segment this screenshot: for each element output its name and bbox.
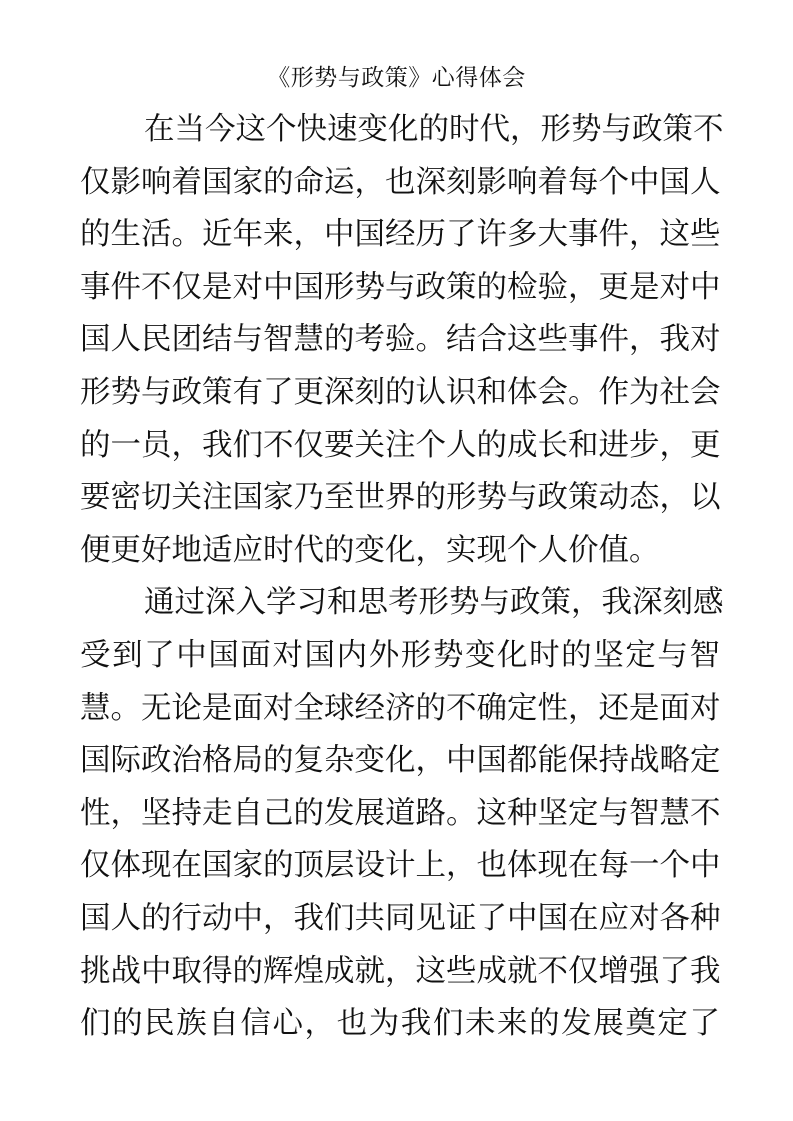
document-body [80, 104, 724, 1051]
paragraph-2-line-8: 挑战中取得的辉煌成就，这些成就不仅增强了我 [80, 953, 721, 989]
paragraph-1-line-8: 要密切关注国家乃至世界的形势与政策动态，以 [80, 480, 721, 516]
document-title: 《形势与政策》心得体会 [267, 65, 526, 91]
paragraph-2-line-4: 国际政治格局的复杂变化，中国都能保持战略定 [80, 743, 721, 779]
paragraph-2-line-1: 通过深入学习和思考形势与政策，我深刻感 [144, 585, 724, 621]
paragraph-1-line-9: 便更好地适应时代的变化，实现个人价值。 [80, 532, 660, 568]
paragraph-1-line-2: 仅影响着国家的命运，也深刻影响着每个中国人 [80, 164, 721, 200]
paragraph-2-line-3: 慧。无论是面对全球经济的不确定性，还是面对 [80, 690, 721, 726]
paragraph-1-line-1: 在当今这个快速变化的时代，形势与政策不 [144, 112, 724, 147]
paragraph-2-line-6: 仅体现在国家的顶层设计上，也体现在每一个中 [80, 848, 721, 884]
paragraph-1-line-3: 的生活。近年来，中国经历了许多大事件，这些 [80, 217, 721, 253]
paragraph-1-line-7: 的一员，我们不仅要关注个人的成长和进步，更 [80, 427, 721, 463]
paragraph-1-line-4: 事件不仅是对中国形势与政策的检验，更是对中 [80, 269, 721, 305]
paragraph-2-line-5: 性，坚持走自己的发展道路。这种坚定与智慧不 [80, 795, 721, 831]
paragraph-2-line-2: 受到了中国面对国内外形势变化时的坚定与智 [80, 637, 720, 673]
paragraph-2-line-7: 国人的行动中，我们共同见证了中国在应对各种 [80, 900, 721, 936]
paragraph-1-line-5: 国人民团结与智慧的考验。结合这些事件，我对 [80, 322, 721, 358]
paragraph-1-line-6: 形势与政策有了更深刻的认识和体会。作为社会 [80, 374, 721, 410]
paragraph-2-line-9: 们的民族自信心，也为我们未来的发展奠定了 [80, 1006, 720, 1042]
